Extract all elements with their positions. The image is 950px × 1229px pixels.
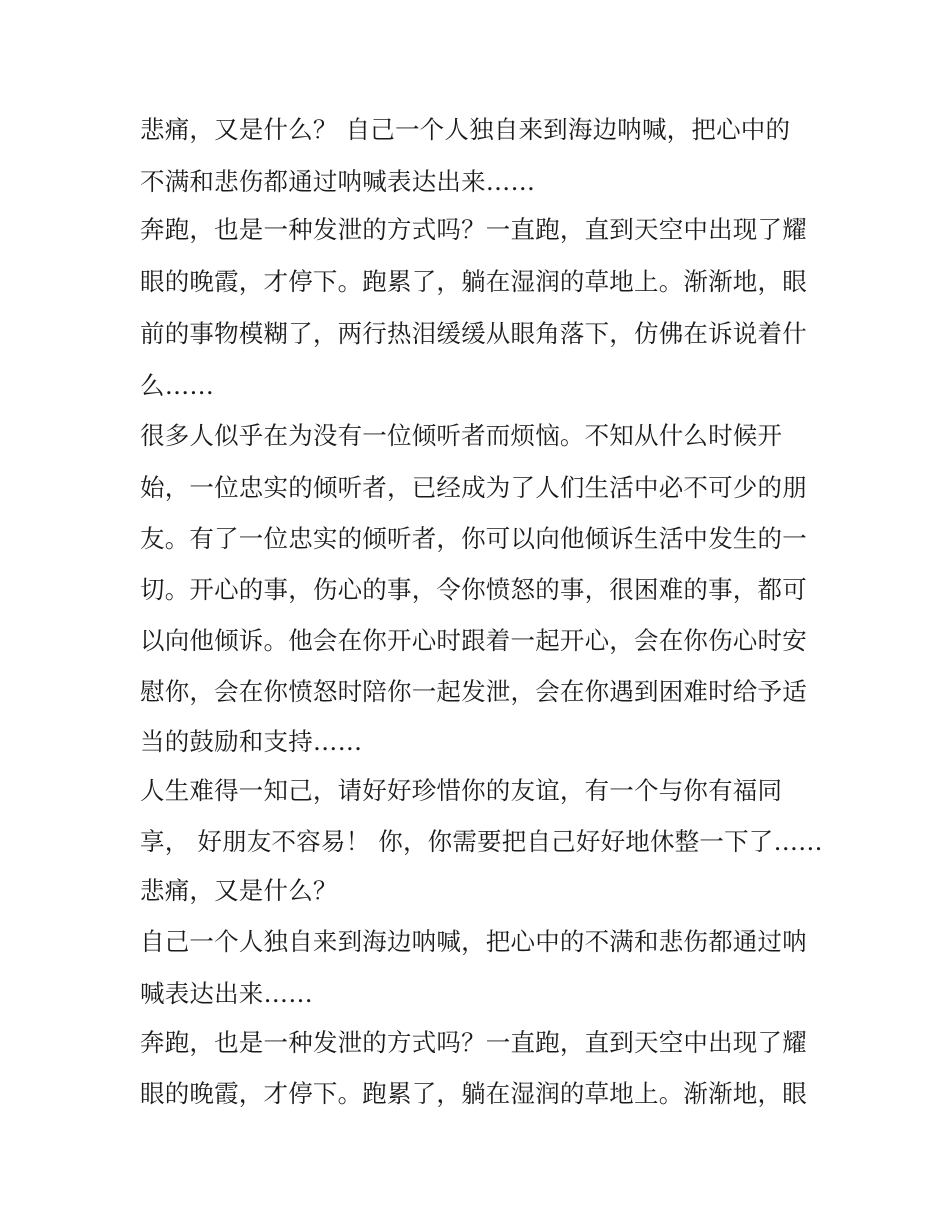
text-line: 奔跑，也是一种发泄的方式吗？一直跑，直到天空中出现了耀 bbox=[140, 215, 807, 244]
text-line: 悲痛，又是什么？ 自己一个人独自来到海边呐喊，把心中的 bbox=[140, 115, 791, 144]
text-line: 始，一位忠实的倾听者，已经成为了人们生活中必不可少的朋 bbox=[140, 473, 807, 502]
text-line: 悲痛，又是什么？ bbox=[140, 876, 338, 905]
text-line: 友。有了一位忠实的倾听者，你可以向他倾诉生活中发生的一 bbox=[140, 524, 807, 553]
text-line: 当的鼓励和支持…… bbox=[140, 727, 363, 756]
text-line: 眼的晚霞，才停下。跑累了，躺在湿润的草地上。渐渐地，眼 bbox=[140, 1079, 807, 1108]
text-line: 自己一个人独自来到海边呐喊，把心中的不满和悲伤都通过呐 bbox=[140, 927, 807, 956]
text-line: 奔跑，也是一种发泄的方式吗？一直跑，直到天空中出现了耀 bbox=[140, 1028, 807, 1057]
text-line: 很多人似乎在为没有一位倾听者而烦恼。不知从什么时候开 bbox=[140, 421, 783, 450]
text-line: 前的事物模糊了，两行热泪缓缓从眼角落下，仿佛在诉说着什 bbox=[140, 319, 807, 348]
text-line: 切。开心的事，伤心的事，令你愤怒的事，很困难的事，都可 bbox=[140, 575, 807, 604]
text-line: 眼的晚霞，才停下。跑累了，躺在湿润的草地上。渐渐地，眼 bbox=[140, 267, 807, 296]
text-line: 喊表达出来…… bbox=[140, 979, 313, 1008]
text-line: 享， 好朋友不容易！ 你，你需要把自己好好地休整一下了…… bbox=[140, 827, 823, 856]
text-line: 慰你，会在你愤怒时陪你一起发泄，会在你遇到困难时给予适 bbox=[140, 677, 807, 706]
text-line: 人生难得一知己，请好好珍惜你的友谊，有一个与你有福同 bbox=[140, 776, 783, 805]
text-line: 以向他倾诉。他会在你开心时跟着一起开心，会在你伤心时安 bbox=[140, 626, 807, 655]
text-line: 不满和悲伤都通过呐喊表达出来…… bbox=[140, 167, 536, 196]
text-line: 么…… bbox=[140, 371, 215, 400]
